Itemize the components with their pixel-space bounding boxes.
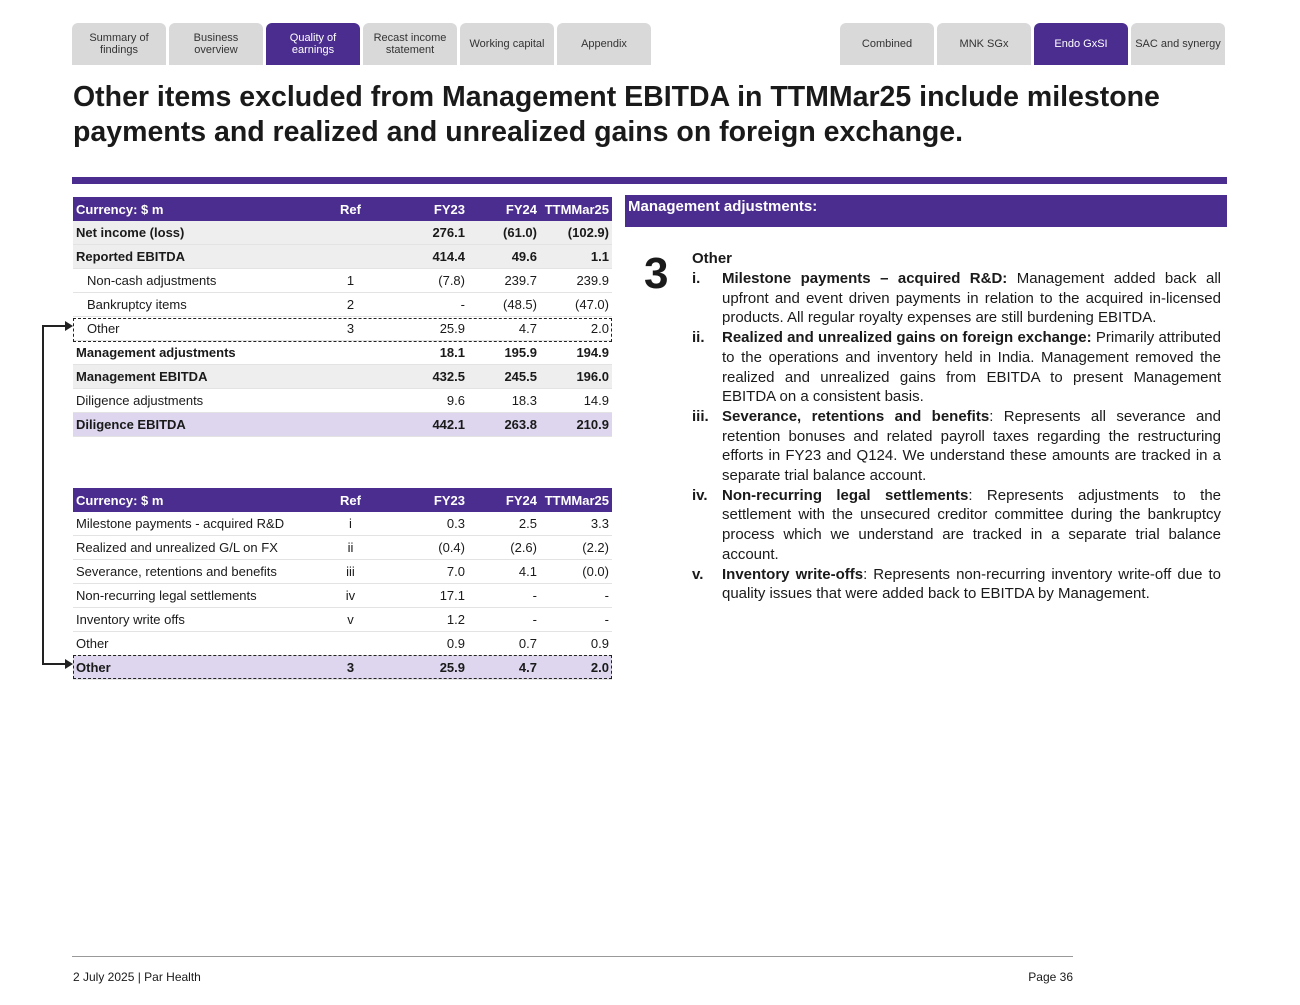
row-label: Non-cash adjustments bbox=[73, 269, 313, 293]
list-item bbox=[692, 328, 1221, 407]
item-number: iv. bbox=[692, 486, 708, 504]
cell-ttm: (102.9) bbox=[540, 221, 612, 245]
row-label: Other bbox=[73, 656, 313, 680]
ebitda-bridge-table bbox=[73, 197, 612, 437]
item-bold-text: Severance, retentions and benefits bbox=[722, 407, 990, 425]
table-row bbox=[73, 632, 612, 656]
notes-heading: Other bbox=[692, 250, 733, 267]
item-text bbox=[722, 486, 1221, 565]
cell-ttm: 196.0 bbox=[540, 365, 612, 389]
table-row bbox=[73, 269, 612, 293]
cell-fy24: 239.7 bbox=[468, 269, 540, 293]
item-body-text: Management added back all upfront and event driven payments in relation to the acquired in-licensed products. All regular royalty expenses are still burdening EBITDA. bbox=[722, 270, 1221, 327]
list-item bbox=[692, 407, 1221, 486]
management-adjustments-header: Management adjustments: bbox=[625, 195, 1227, 227]
cell-fy24: - bbox=[468, 584, 540, 608]
arrow-right-icon bbox=[65, 659, 73, 669]
row-ref bbox=[313, 245, 388, 269]
tab-business-overview[interactable]: Business overview bbox=[169, 23, 263, 65]
cell-fy24: 18.3 bbox=[468, 389, 540, 413]
section-tabs bbox=[72, 23, 651, 65]
row-ref bbox=[313, 389, 388, 413]
item-bold-text: Milestone payments – acquired R&D: bbox=[722, 270, 1008, 287]
row-ref: 2 bbox=[313, 293, 388, 317]
row-label: Inventory write offs bbox=[73, 608, 313, 632]
cell-fy24: 195.9 bbox=[468, 341, 540, 365]
cell-fy24: 0.7 bbox=[468, 632, 540, 656]
item-body-text: : Represents non-recurring inventory write-off due to quality issues that were added back to EBITDA by Management. bbox=[722, 565, 1221, 603]
list-item bbox=[692, 565, 1221, 604]
cell-fy24: (2.6) bbox=[468, 536, 540, 560]
cell-fy24: 245.5 bbox=[468, 365, 540, 389]
row-ref: iii bbox=[313, 560, 388, 584]
table-row bbox=[73, 560, 612, 584]
tab-summary-of-findings[interactable]: Summary of findings bbox=[72, 23, 166, 65]
cell-fy24: 263.8 bbox=[468, 413, 540, 437]
table-row bbox=[73, 389, 612, 413]
table-row bbox=[73, 365, 612, 389]
title-divider bbox=[72, 177, 1227, 184]
row-ref: iv bbox=[313, 584, 388, 608]
tab-working-capital[interactable]: Working capital bbox=[460, 23, 554, 65]
header-ttm: TTMMar25 bbox=[540, 488, 612, 512]
row-label: Non-recurring legal settlements bbox=[73, 584, 313, 608]
cell-ttm: (0.0) bbox=[540, 560, 612, 584]
arrow-right-icon bbox=[65, 321, 73, 331]
item-text bbox=[722, 328, 1221, 407]
item-bold-text: Non-recurring legal settlements bbox=[722, 486, 969, 504]
cell-ttm: - bbox=[540, 584, 612, 608]
table-row bbox=[73, 536, 612, 560]
page-title: Other items excluded from Management EBITDA in TTMMar25 include milestone payments and realized and unrealized gains on foreign exchange. bbox=[73, 81, 1160, 148]
cell-ttm: 2.0 bbox=[540, 656, 612, 680]
row-label: Diligence adjustments bbox=[73, 389, 313, 413]
table-row bbox=[73, 245, 612, 269]
list-item bbox=[692, 269, 1221, 328]
cell-ttm: 14.9 bbox=[540, 389, 612, 413]
tab-sac-and-synergy[interactable]: SAC and synergy bbox=[1131, 23, 1225, 65]
row-label: Severance, retentions and benefits bbox=[73, 560, 313, 584]
cell-ttm: 3.3 bbox=[540, 512, 612, 536]
table-row bbox=[73, 317, 612, 341]
cell-fy23: 9.6 bbox=[388, 389, 468, 413]
connector-line bbox=[42, 325, 66, 327]
entity-tabs bbox=[840, 23, 1225, 65]
cell-fy23: 432.5 bbox=[388, 365, 468, 389]
adjustment-notes bbox=[692, 269, 1221, 604]
cell-fy24: (48.5) bbox=[468, 293, 540, 317]
row-ref bbox=[313, 632, 388, 656]
item-bold-text: Realized and unrealized gains on foreign exchange: bbox=[722, 329, 1092, 347]
row-ref bbox=[313, 365, 388, 389]
cell-fy24: 4.7 bbox=[468, 656, 540, 680]
cell-ttm: 194.9 bbox=[540, 341, 612, 365]
cell-ttm: 2.0 bbox=[540, 317, 612, 341]
item-number: iii. bbox=[692, 407, 709, 425]
header-ref: Ref bbox=[313, 488, 388, 512]
item-number: ii. bbox=[692, 329, 705, 347]
cell-fy24: 4.1 bbox=[468, 560, 540, 584]
cell-fy23: 18.1 bbox=[388, 341, 468, 365]
cell-fy24: 4.7 bbox=[468, 317, 540, 341]
row-label: Milestone payments - acquired R&D bbox=[73, 512, 313, 536]
cell-fy23: 25.9 bbox=[388, 317, 468, 341]
header-fy24: FY24 bbox=[468, 197, 540, 221]
table-header-row bbox=[73, 197, 612, 221]
row-label: Reported EBITDA bbox=[73, 245, 313, 269]
footer-divider bbox=[72, 956, 1073, 957]
header-fy23: FY23 bbox=[388, 197, 468, 221]
row-label: Management EBITDA bbox=[73, 365, 313, 389]
cell-fy23: (0.4) bbox=[388, 536, 468, 560]
tab-combined[interactable]: Combined bbox=[840, 23, 934, 65]
cell-ttm: 0.9 bbox=[540, 632, 612, 656]
row-ref: 3 bbox=[313, 317, 388, 341]
item-text bbox=[722, 565, 1221, 604]
tab-appendix[interactable]: Appendix bbox=[557, 23, 651, 65]
cell-fy24: 49.6 bbox=[468, 245, 540, 269]
item-number: v. bbox=[692, 565, 704, 583]
cell-fy24: (61.0) bbox=[468, 221, 540, 245]
tab-mnk-sgx[interactable]: MNK SGx bbox=[937, 23, 1031, 65]
item-number: i. bbox=[692, 270, 701, 287]
cell-fy23: 25.9 bbox=[388, 656, 468, 680]
row-ref bbox=[313, 221, 388, 245]
page-number: Page 36 bbox=[1028, 970, 1073, 984]
row-label: Other bbox=[73, 632, 313, 656]
cell-fy23: 0.9 bbox=[388, 632, 468, 656]
header-currency: Currency: $ m bbox=[73, 197, 313, 221]
table-header-row bbox=[73, 488, 612, 512]
cell-fy23: - bbox=[388, 293, 468, 317]
row-ref: 3 bbox=[313, 656, 388, 680]
item-bold-text: Inventory write-offs bbox=[722, 565, 864, 583]
row-label: Net income (loss) bbox=[73, 221, 313, 245]
tab-recast-income-statement[interactable]: Recast income statement bbox=[363, 23, 457, 65]
cell-fy24: 2.5 bbox=[468, 512, 540, 536]
row-label: Other bbox=[73, 317, 313, 341]
connector-line bbox=[42, 326, 44, 665]
tab-quality-of-earnings[interactable]: Quality of earnings bbox=[266, 23, 360, 65]
item-body-text: Primarily attributed to the operations and inventory held in India. Management removed the realized and unrealized gains from EBITDA to present Management EBITDA on a consistent basis. bbox=[722, 329, 1221, 406]
header-ttm: TTMMar25 bbox=[540, 197, 612, 221]
header-currency: Currency: $ m bbox=[73, 488, 313, 512]
row-ref: ii bbox=[313, 536, 388, 560]
table-row bbox=[73, 341, 612, 365]
cell-fy23: 276.1 bbox=[388, 221, 468, 245]
cell-fy23: 17.1 bbox=[388, 584, 468, 608]
reference-number: 3 bbox=[644, 249, 669, 298]
cell-fy23: (7.8) bbox=[388, 269, 468, 293]
row-label: Diligence EBITDA bbox=[73, 413, 313, 437]
footer-date-client: 2 July 2025 | Par Health bbox=[73, 970, 201, 984]
cell-fy23: 442.1 bbox=[388, 413, 468, 437]
cell-ttm: (47.0) bbox=[540, 293, 612, 317]
table-row bbox=[73, 221, 612, 245]
row-label: Bankruptcy items bbox=[73, 293, 313, 317]
cell-ttm: 210.9 bbox=[540, 413, 612, 437]
item-body-text: : Represents all severance and retention bonuses and related payroll taxes regarding the restructuring efforts in FY23 and Q124. We understand these amounts are tracked in a separate trial balance account. bbox=[722, 407, 1221, 485]
list-item bbox=[692, 486, 1221, 565]
row-ref bbox=[313, 413, 388, 437]
cell-ttm: 1.1 bbox=[540, 245, 612, 269]
table-row bbox=[73, 608, 612, 632]
table-row bbox=[73, 512, 612, 536]
cell-fy23: 414.4 bbox=[388, 245, 468, 269]
cell-ttm: - bbox=[540, 608, 612, 632]
table-row bbox=[73, 293, 612, 317]
other-adjustments-table bbox=[73, 488, 612, 680]
row-ref: i bbox=[313, 512, 388, 536]
table-row bbox=[73, 656, 612, 680]
cell-ttm: 239.9 bbox=[540, 269, 612, 293]
table-row bbox=[73, 413, 612, 437]
cell-ttm: (2.2) bbox=[540, 536, 612, 560]
cell-fy24: - bbox=[468, 608, 540, 632]
row-ref bbox=[313, 341, 388, 365]
row-label: Realized and unrealized G/L on FX bbox=[73, 536, 313, 560]
cell-fy23: 1.2 bbox=[388, 608, 468, 632]
row-ref: v bbox=[313, 608, 388, 632]
header-fy24: FY24 bbox=[468, 488, 540, 512]
row-label: Management adjustments bbox=[73, 341, 313, 365]
tab-endo-gxsi[interactable]: Endo GxSI bbox=[1034, 23, 1128, 65]
table-row bbox=[73, 584, 612, 608]
cell-fy23: 7.0 bbox=[388, 560, 468, 584]
cell-fy23: 0.3 bbox=[388, 512, 468, 536]
item-text bbox=[722, 269, 1221, 328]
header-ref: Ref bbox=[313, 197, 388, 221]
row-ref: 1 bbox=[313, 269, 388, 293]
item-text bbox=[722, 407, 1221, 486]
header-fy23: FY23 bbox=[388, 488, 468, 512]
connector-line bbox=[42, 663, 66, 665]
item-body-text: : Represents adjustments to the settlement with the unsecured creditor committee during the bankruptcy process which we understand are tracked in a separate trial balance account. bbox=[722, 486, 1222, 563]
